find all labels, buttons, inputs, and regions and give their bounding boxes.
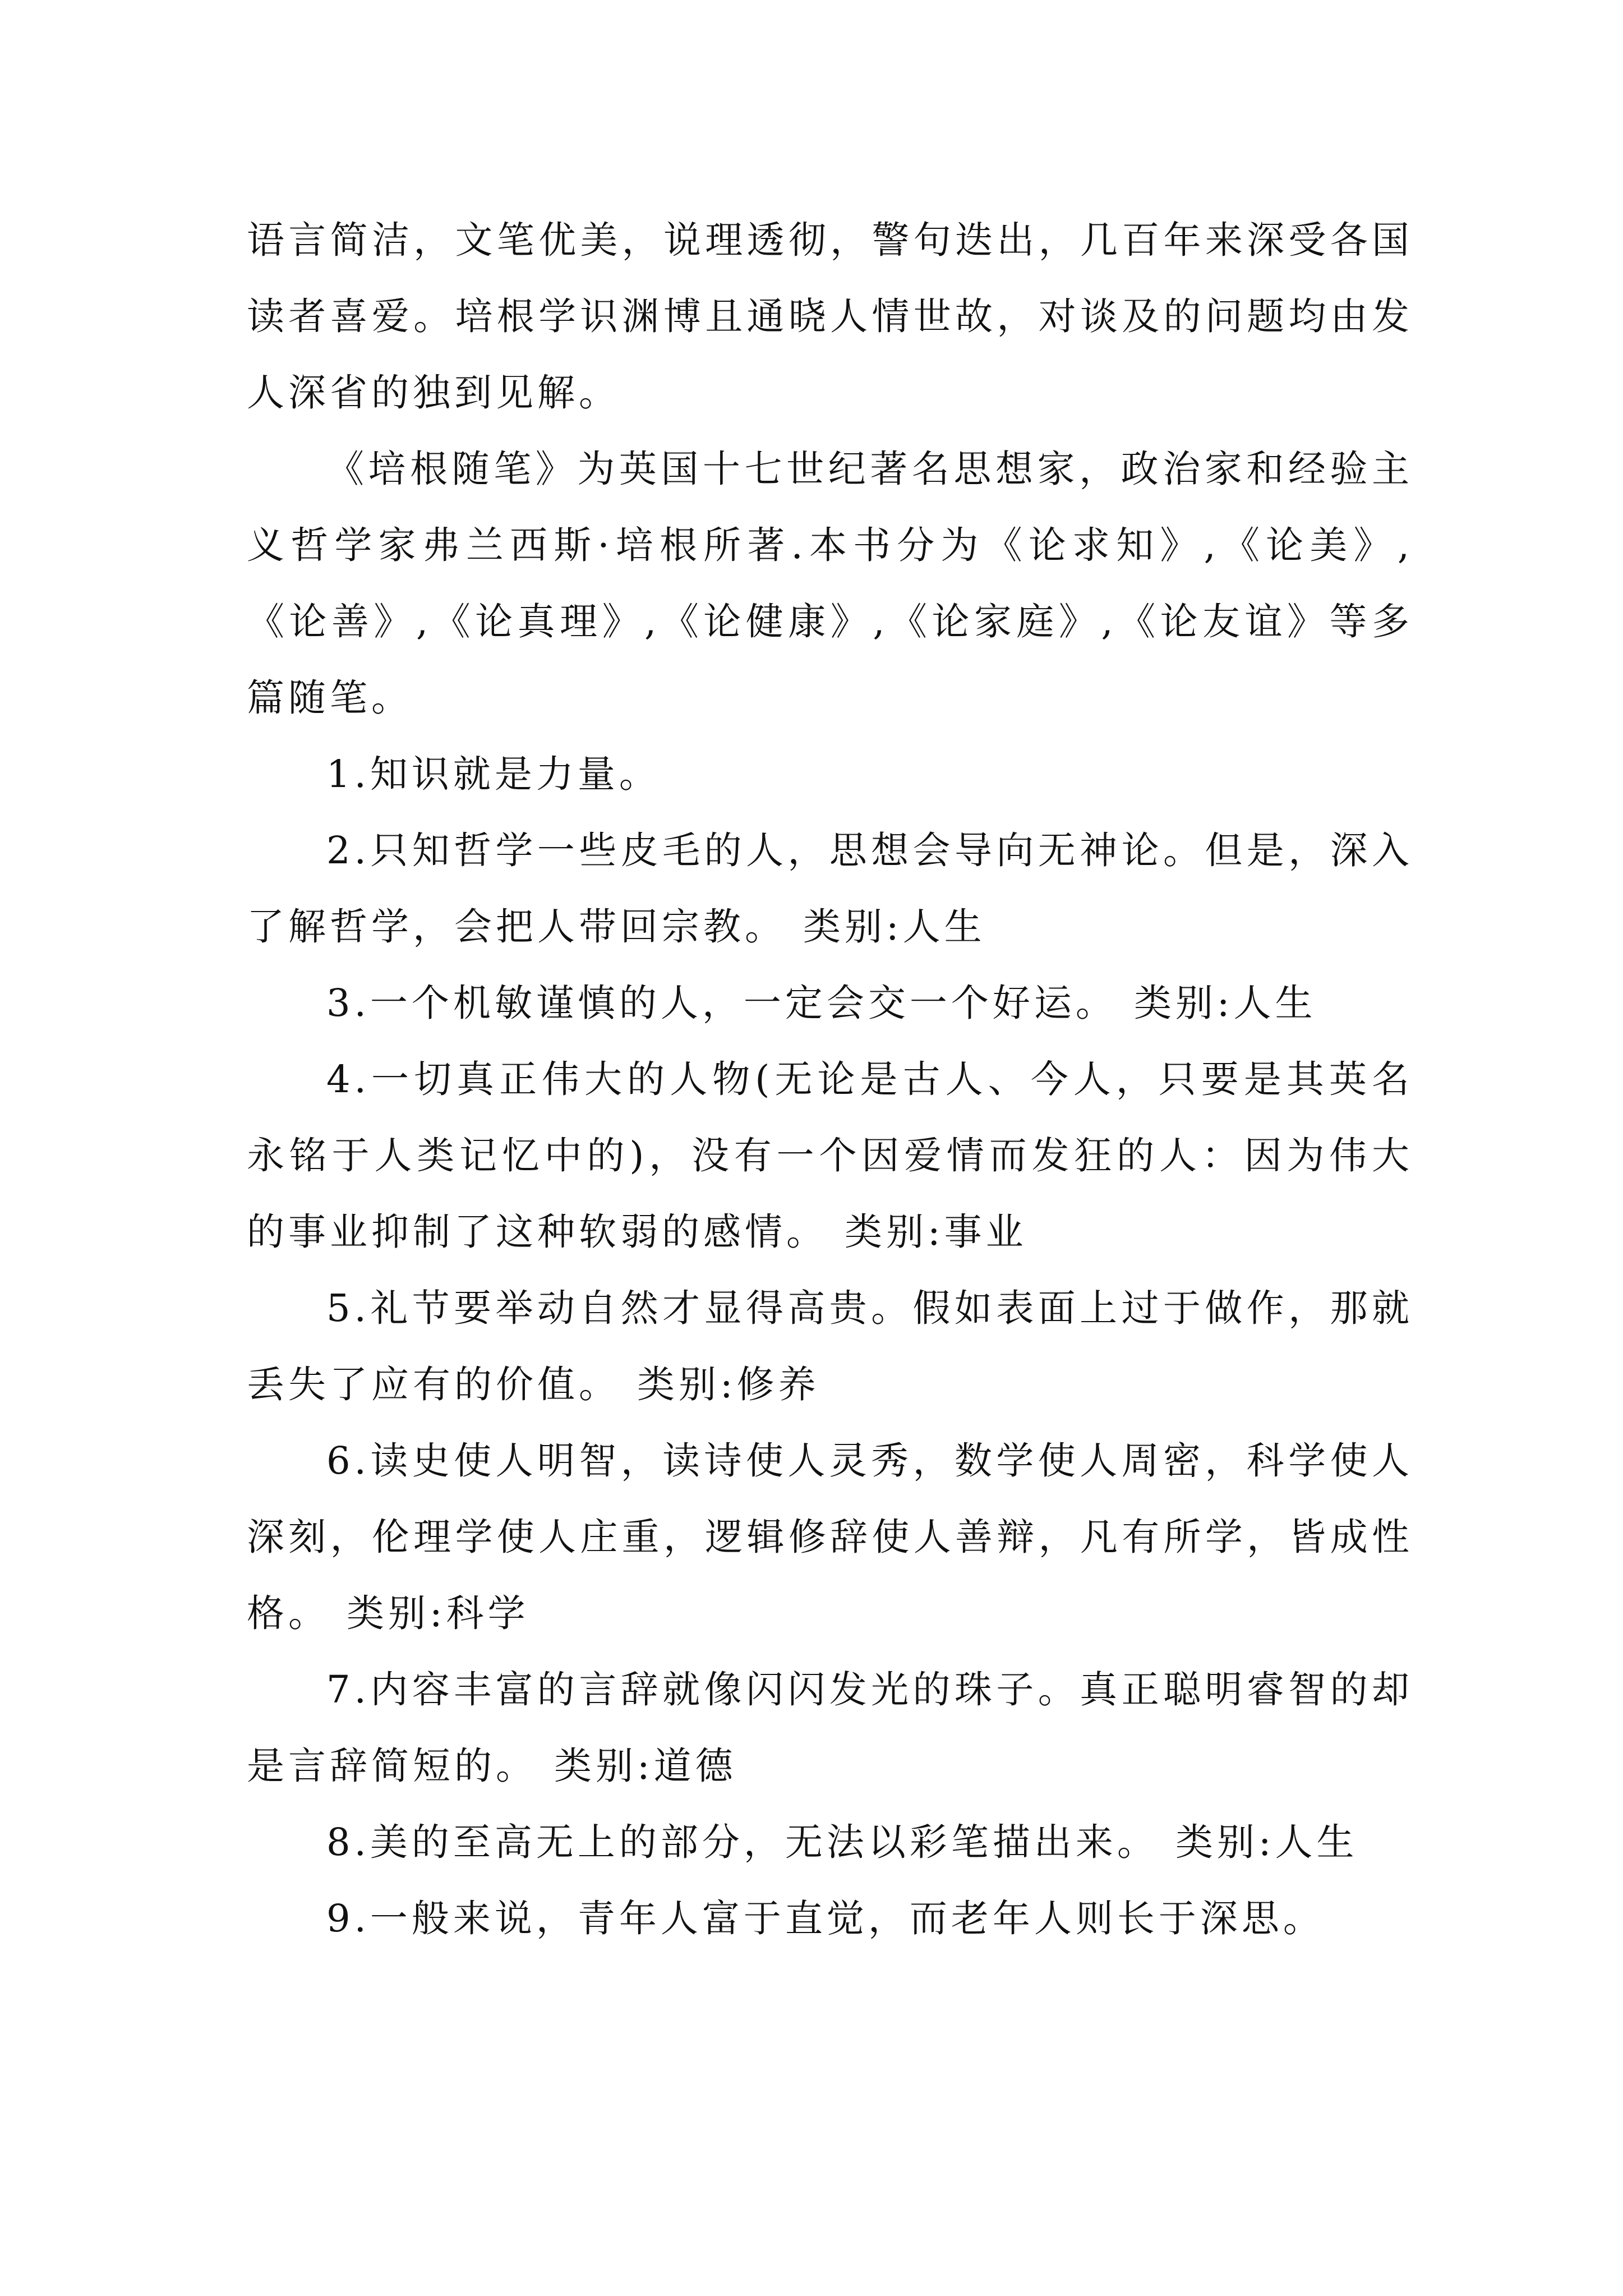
- quote-category: 类别:人生: [1175, 1820, 1358, 1864]
- book-description-paragraph: 《培根随笔》为英国十七世纪著名思想家，政治家和经验主义哲学家弗兰西斯·培根所著.本书分为《论求知》,《论美》,《论善》,《论真理》,《论健康》,《论家庭》,《论友谊》等多篇随笔。: [247, 447, 1413, 720]
- quote-item: [247, 1423, 1413, 1651]
- quote-text: 7.内容丰富的言辞就像闪闪发光的珠子。真正聪明睿智的却是言辞简短的。: [247, 1668, 1413, 1788]
- quote-text: 1.知识就是力量。: [326, 752, 661, 796]
- quote-item: [247, 1270, 1413, 1423]
- quote-item: [247, 1041, 1413, 1270]
- quote-text: 6.读史使人明智，读诗使人灵秀，数学使人周密，科学使人深刻，伦理学使人庄重，逻辑修辞使人善辩，凡有所学，皆成性格。: [247, 1439, 1413, 1635]
- document-body: [247, 202, 1413, 1957]
- quote-category: 类别:修养: [637, 1363, 820, 1406]
- quote-text: 2.只知哲学一些皮毛的人，思想会导向无神论。但是，深入了解哲学，会把人带回宗教。: [247, 829, 1413, 949]
- quote-text: 3.一个机敏谨慎的人，一定会交一个好运。: [326, 981, 1117, 1025]
- quote-item: [247, 736, 1413, 812]
- quote-text: 8.美的至高无上的部分，无法以彩笔描出来。: [326, 1820, 1159, 1864]
- quote-category: 类别:道德: [554, 1744, 737, 1788]
- intro-paragraph: 语言简洁，文笔优美，说理透彻，警句迭出，几百年来深受各国读者喜爱。培根学识渊博且通晓人情世故，对谈及的问题均由发人深省的独到见解。: [247, 218, 1413, 415]
- quote-text: 9.一般来说，青年人富于直觉，而老年人则长于深思。: [326, 1897, 1325, 1940]
- quote-category: 类别:人生: [1133, 981, 1317, 1025]
- quote-text: 5.礼节要举动自然才显得高贵。假如表面上过于做作，那就丢失了应有的价值。: [247, 1286, 1413, 1406]
- quote-item: [247, 1804, 1413, 1880]
- quote-category: 类别:人生: [803, 905, 986, 949]
- quote-text: 4.一切真正伟大的人物(无论是古人、今人，只要是其英名永铭于人类记忆中的)，没有一个因爱情而发狂的人：因为伟大的事业抑制了这种软弱的感情。: [247, 1057, 1413, 1254]
- quote-item: [247, 1880, 1413, 1957]
- quote-item: [247, 1651, 1413, 1804]
- quote-item: [247, 965, 1413, 1041]
- quote-item: [247, 812, 1413, 965]
- quote-category: 类别:科学: [347, 1591, 529, 1635]
- quote-category: 类别:事业: [845, 1210, 1027, 1254]
